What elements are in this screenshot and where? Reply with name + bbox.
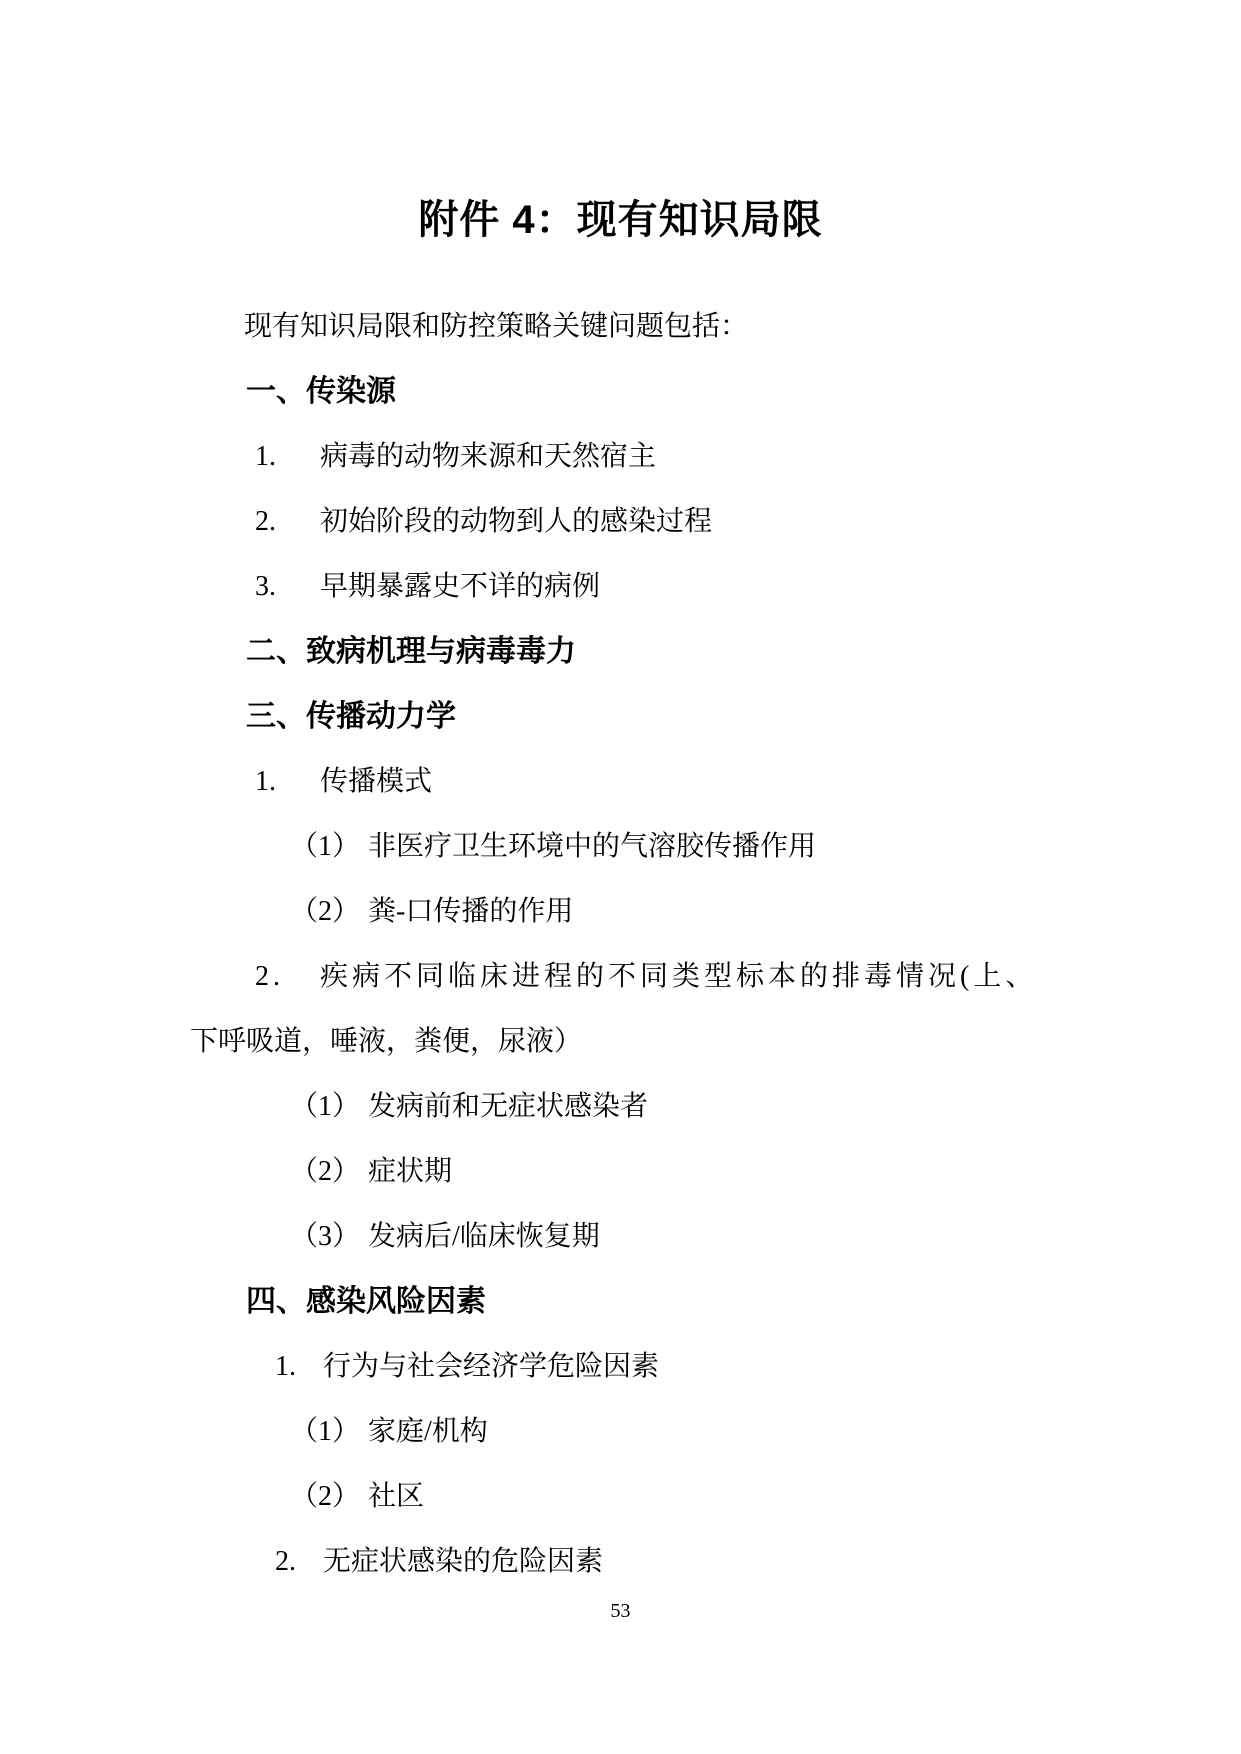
line-text: 发病前和无症状感染者 xyxy=(368,1091,649,1122)
sub-item xyxy=(190,814,1051,879)
item-marker: （2） xyxy=(290,896,361,927)
section-heading xyxy=(190,619,1051,684)
line-text: 行为与社会经济学危险因素 xyxy=(323,1351,660,1382)
item-marker: 1. xyxy=(255,441,276,472)
item-marker: （1） xyxy=(290,1416,361,1447)
sub-item xyxy=(190,1074,1051,1139)
line-text: 现有知识局限和防控策略关键问题包括： xyxy=(244,311,749,342)
sub-item xyxy=(190,1464,1051,1529)
line-text: 一、传染源 xyxy=(246,375,396,408)
line-text: 发病后/临床恢复期 xyxy=(368,1221,600,1252)
item-marker: 1. xyxy=(275,1351,296,1382)
line-text: 病毒的动物来源和天然宿主 xyxy=(320,441,657,472)
line-text: 家庭/机构 xyxy=(368,1416,488,1447)
item-marker: 2. xyxy=(275,1546,296,1577)
line-text: 无症状感染的危险因素 xyxy=(323,1546,604,1577)
intro-paragraph xyxy=(190,294,1051,359)
numbered-item xyxy=(190,1334,1051,1399)
item-marker: （1） xyxy=(290,831,361,862)
page-title: 附件 4：现有知识局限 xyxy=(418,198,823,242)
line-text: 四、感染风险因素 xyxy=(246,1285,486,1318)
line-text: 传播模式 xyxy=(320,766,433,797)
numbered-item xyxy=(190,1529,1051,1594)
page-number: 53 xyxy=(610,1600,631,1622)
item-marker: （3） xyxy=(290,1221,361,1252)
numbered-item xyxy=(190,554,1051,619)
line-text: 非医疗卫生环境中的气溶胶传播作用 xyxy=(368,831,817,862)
line-text: 二、致病机理与病毒毒力 xyxy=(246,635,576,668)
continuation-line xyxy=(190,1009,1051,1074)
section-heading xyxy=(190,684,1051,749)
sub-item xyxy=(190,1139,1051,1204)
item-marker: （2） xyxy=(290,1156,361,1187)
item-marker: 2. xyxy=(255,506,276,537)
item-marker: 1. xyxy=(255,766,276,797)
line-text: 初始阶段的动物到人的感染过程 xyxy=(320,506,713,537)
line-text: 早期暴露史不详的病例 xyxy=(320,571,601,602)
line-text: 三、传播动力学 xyxy=(246,700,456,733)
numbered-item xyxy=(190,424,1051,489)
item-marker: 3. xyxy=(255,571,276,602)
numbered-item xyxy=(190,749,1051,814)
numbered-item xyxy=(190,944,1051,1009)
line-text: 症状期 xyxy=(368,1156,453,1187)
sub-item xyxy=(190,879,1051,944)
section-heading xyxy=(190,1269,1051,1334)
numbered-item xyxy=(190,489,1051,554)
item-marker: （2） xyxy=(290,1481,361,1512)
sub-item xyxy=(190,1204,1051,1269)
line-text: 社区 xyxy=(368,1481,425,1512)
line-text: 粪-口传播的作用 xyxy=(368,896,574,927)
line-text: 下呼吸道，唾液，粪便，尿液） xyxy=(190,1026,583,1057)
sub-item xyxy=(190,1399,1051,1464)
section-heading xyxy=(190,359,1051,424)
document-body xyxy=(190,294,1051,1594)
line-text: 疾病不同临床进程的不同类型标本的排毒情况(上、 xyxy=(320,961,1038,992)
item-marker: 2. xyxy=(255,961,284,992)
item-marker: （1） xyxy=(290,1091,361,1122)
